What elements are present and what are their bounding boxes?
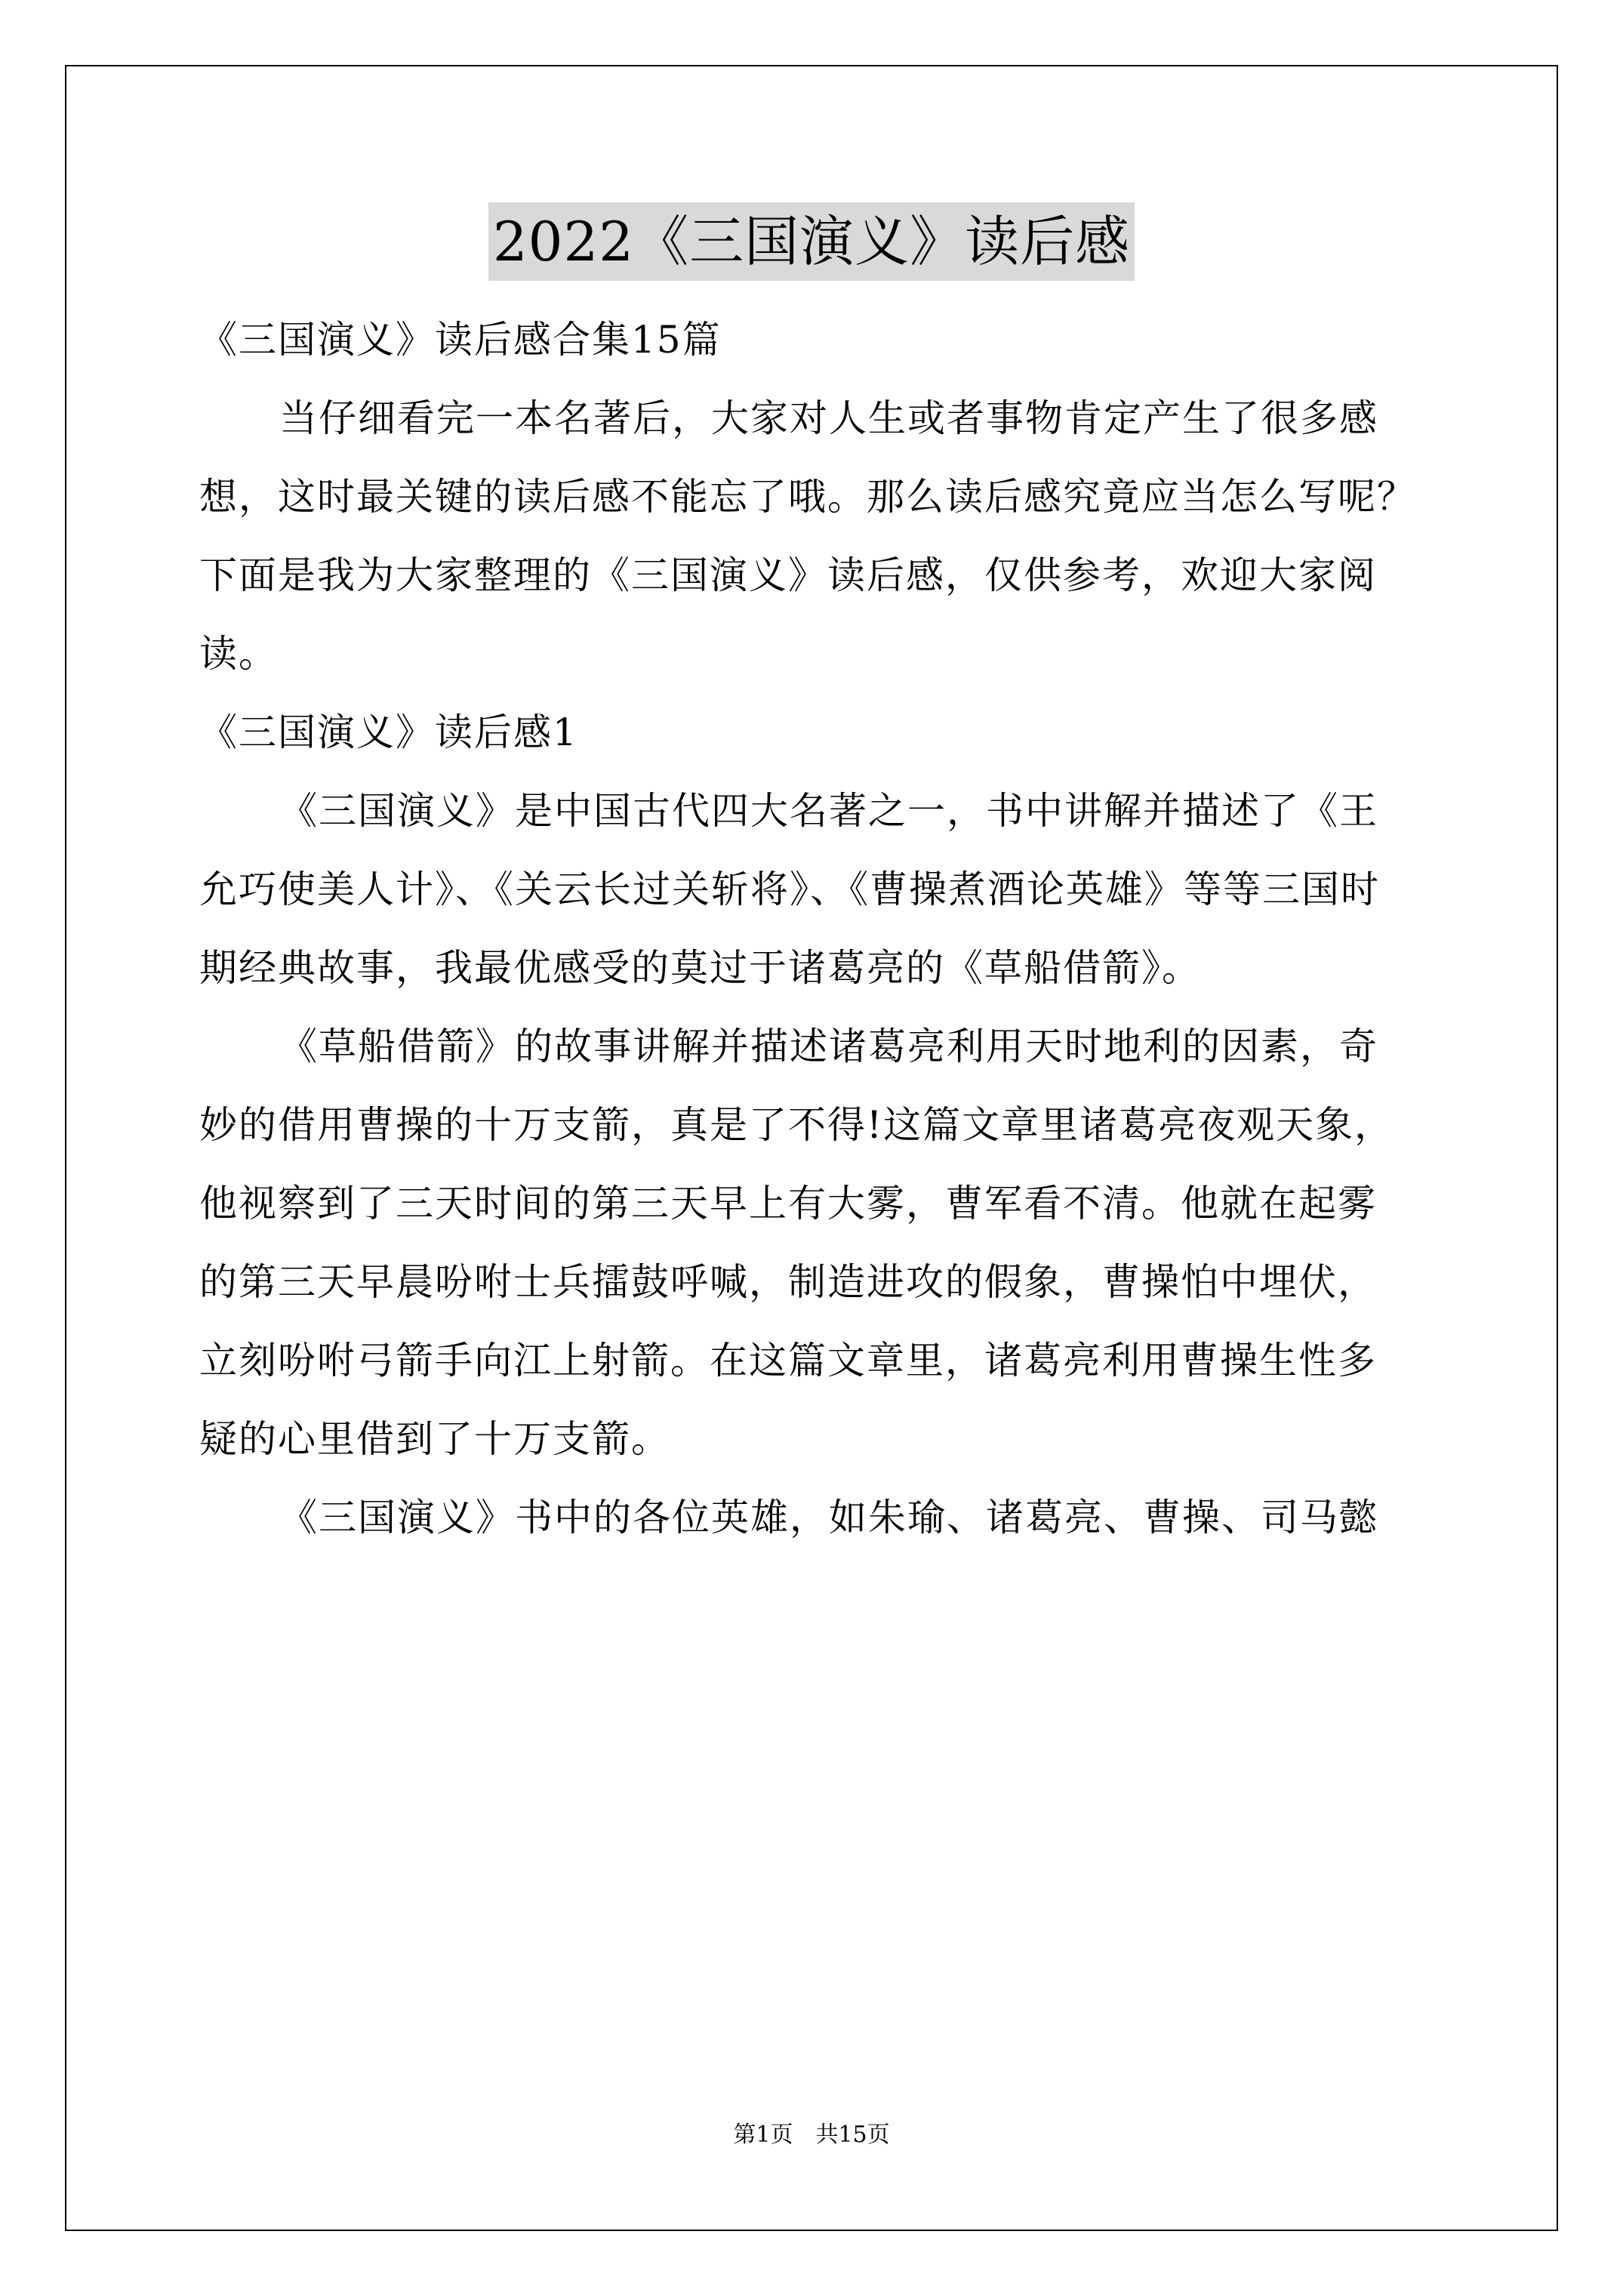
- body-paragraph-line: 《草船借箭》的故事讲解并描述诸葛亮利用天时地利的因素，奇: [279, 1025, 1378, 1068]
- collection-heading: 《三国演义》读后感合集15篇: [199, 318, 722, 362]
- intro-paragraph-line: 下面是我为大家整理的《三国演义》读后感，仅供参考，欢迎大家阅: [199, 553, 1377, 597]
- intro-paragraph-line: 想，这时最关键的读后感不能忘了哦。那么读后感究竟应当怎么写呢？: [199, 475, 1416, 519]
- document-title: 2022《三国演义》读后感: [488, 202, 1135, 281]
- body-paragraph-line: 的第三天早晨吩咐士兵擂鼓呼喊，制造进攻的假象，曹操怕中埋伏，: [199, 1260, 1377, 1304]
- body-paragraph-line: 他视察到了三天时间的第三天早上有大雾，曹军看不清。他就在起雾: [199, 1182, 1377, 1225]
- intro-paragraph-line: 当仔细看完一本名著后，大家对人生或者事物肯定产生了很多感: [279, 396, 1378, 440]
- body-paragraph-line: 妙的借用曹操的十万支箭，真是了不得!这篇文章里诸葛亮夜观天象，: [199, 1103, 1394, 1147]
- title-container: [0, 202, 1623, 281]
- body-paragraph-line: 期经典故事，我最优感受的莫过于诸葛亮的《草船借箭》。: [199, 946, 1201, 990]
- document-body: [199, 300, 1437, 1557]
- intro-paragraph-line: 读。: [199, 632, 278, 676]
- body-paragraph-line: 立刻吩咐弓箭手向江上射箭。在这篇文章里，诸葛亮利用曹操生性多: [199, 1339, 1377, 1382]
- page-number-footer: 第1页 共15页: [733, 2122, 890, 2148]
- body-paragraph-line: 《三国演义》书中的各位英雄，如朱瑜、诸葛亮、曹操、司马懿: [279, 1496, 1378, 1539]
- body-paragraph-line: 疑的心里借到了十万支箭。: [199, 1417, 670, 1461]
- body-paragraph-line: 允巧使美人计》、《关云长过关斩将》、《曹操煮酒论英雄》等等三国时: [199, 868, 1380, 911]
- body-paragraph-line: 《三国演义》是中国古代四大名著之一，书中讲解并描述了《王: [279, 789, 1378, 833]
- section-heading: 《三国演义》读后感1: [199, 710, 578, 754]
